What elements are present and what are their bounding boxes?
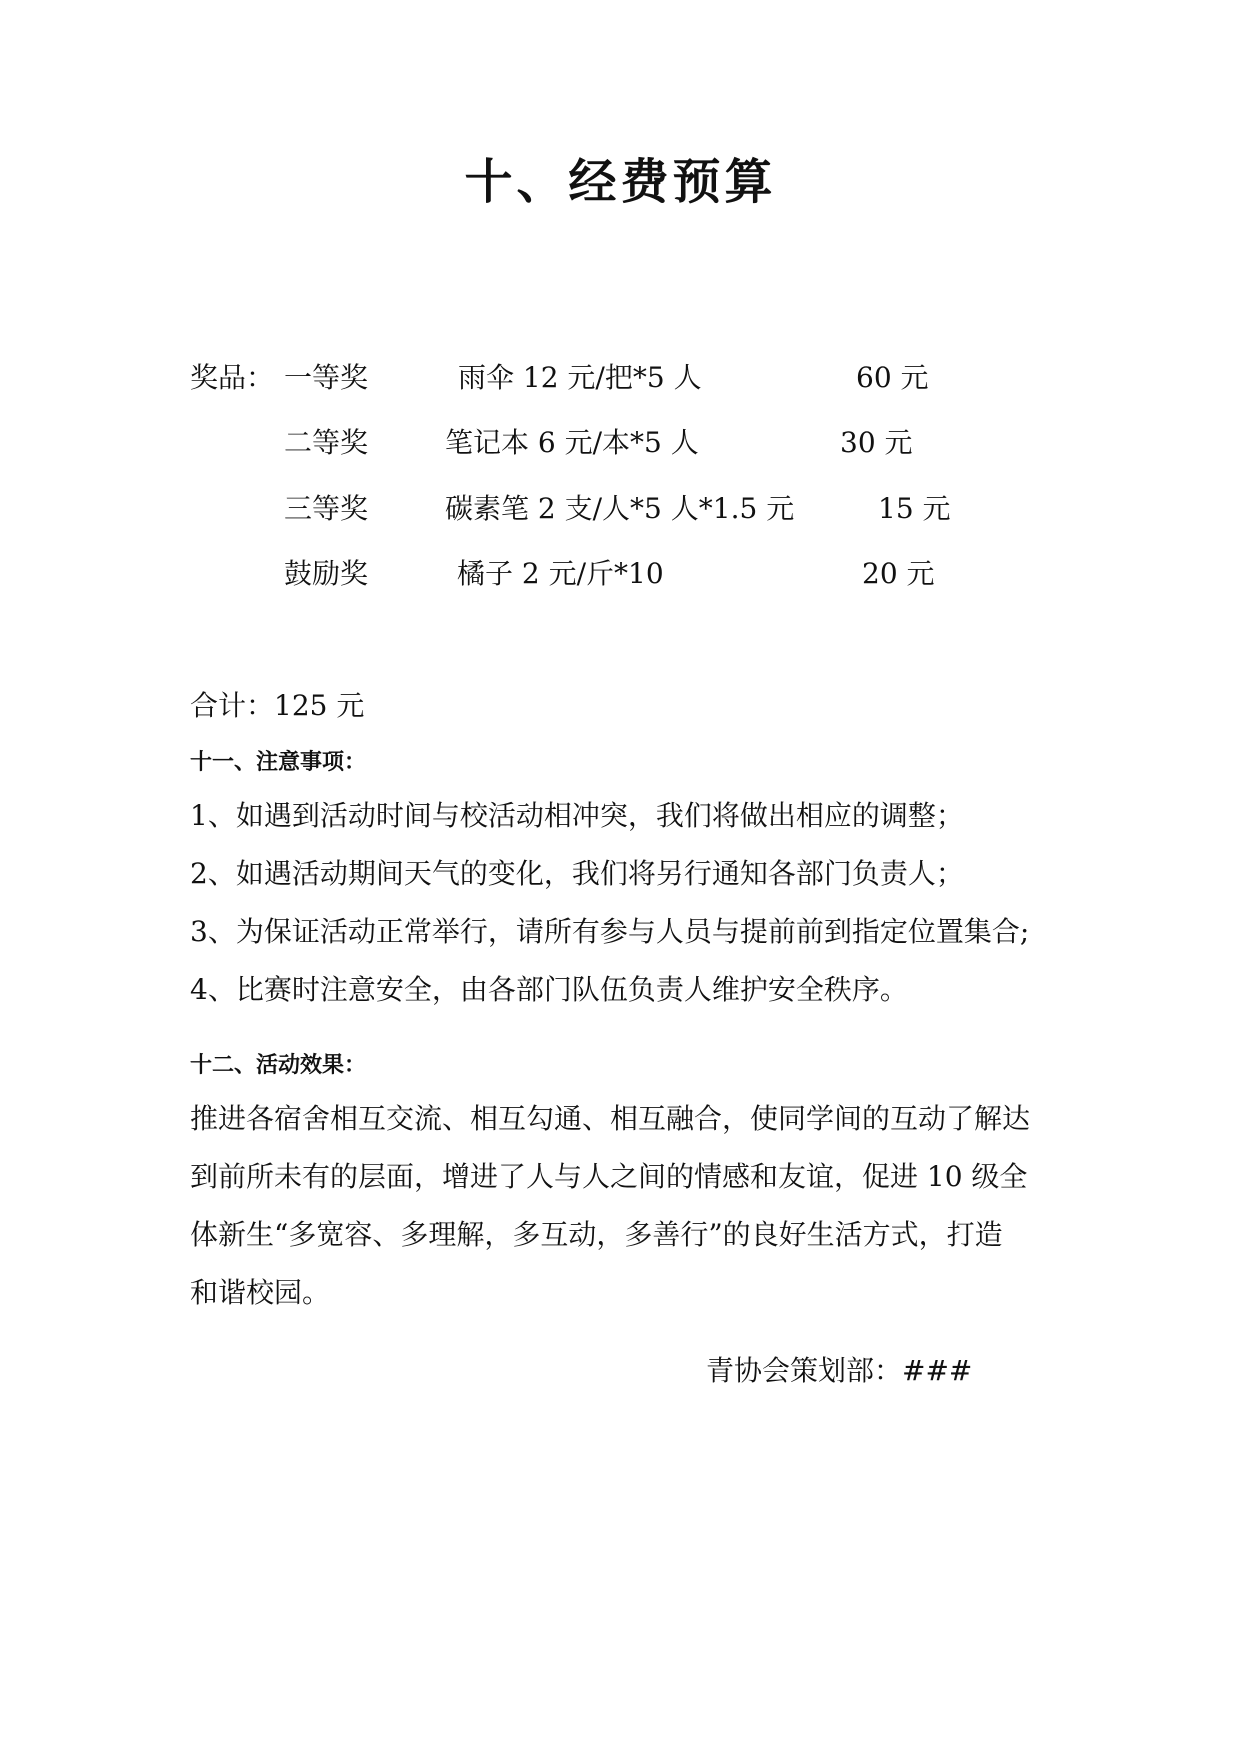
- paragraph-line: 体新生“多宽容、多理解，多互动，多善行”的良好生活方式，打造: [190, 1218, 1003, 1251]
- signature: 青协会策划部：###: [706, 1354, 973, 1387]
- notes-list: [190, 787, 1070, 1019]
- prize-amount: 15 元: [878, 492, 951, 525]
- list-item: 4、比赛时注意安全，由各部门队伍负责人维护安全秩序。: [190, 973, 908, 1006]
- prize-item: 橘子 2 元/斤*10: [457, 557, 664, 590]
- paragraph-line: 和谐校园。: [190, 1276, 331, 1309]
- effects-paragraph: [190, 1090, 1070, 1322]
- prize-level: 一等奖: [284, 361, 369, 394]
- prize-amount: 30 元: [840, 426, 913, 459]
- notes-heading: 十一、注意事项：: [190, 749, 367, 775]
- list-item: 1、如遇到活动时间与校活动相冲突，我们将做出相应的调整；: [190, 799, 964, 832]
- prize-amount: 20 元: [862, 557, 935, 590]
- paragraph-line: 推进各宿舍相互交流、相互勾通、相互融合，使同学间的互动了解达: [190, 1102, 1031, 1135]
- prize-item: 雨伞 12 元/把*5 人: [458, 361, 702, 394]
- paragraph-line: 到前所未有的层面，增进了人与人之间的情感和友谊，促进 10 级全: [190, 1160, 1028, 1193]
- prize-level: 三等奖: [284, 492, 369, 525]
- page-title: 十、经费预算: [464, 154, 777, 210]
- effects-heading: 十二、活动效果：: [190, 1052, 367, 1078]
- list-item: 3、为保证活动正常举行，请所有参与人员与提前前到指定位置集合;: [190, 915, 1030, 948]
- prize-item: 笔记本 6 元/本*5 人: [445, 426, 699, 459]
- prize-amount: 60 元: [856, 361, 929, 394]
- prize-item: 碳素笔 2 支/人*5 人*1.5 元: [445, 492, 795, 525]
- prize-level: 二等奖: [284, 426, 369, 459]
- prize-level: 鼓励奖: [284, 557, 369, 590]
- budget-total: 合计：125 元: [190, 689, 365, 722]
- list-item: 2、如遇活动期间天气的变化，我们将另行通知各部门负责人；: [190, 857, 964, 890]
- prize-label: 奖品：: [190, 361, 275, 394]
